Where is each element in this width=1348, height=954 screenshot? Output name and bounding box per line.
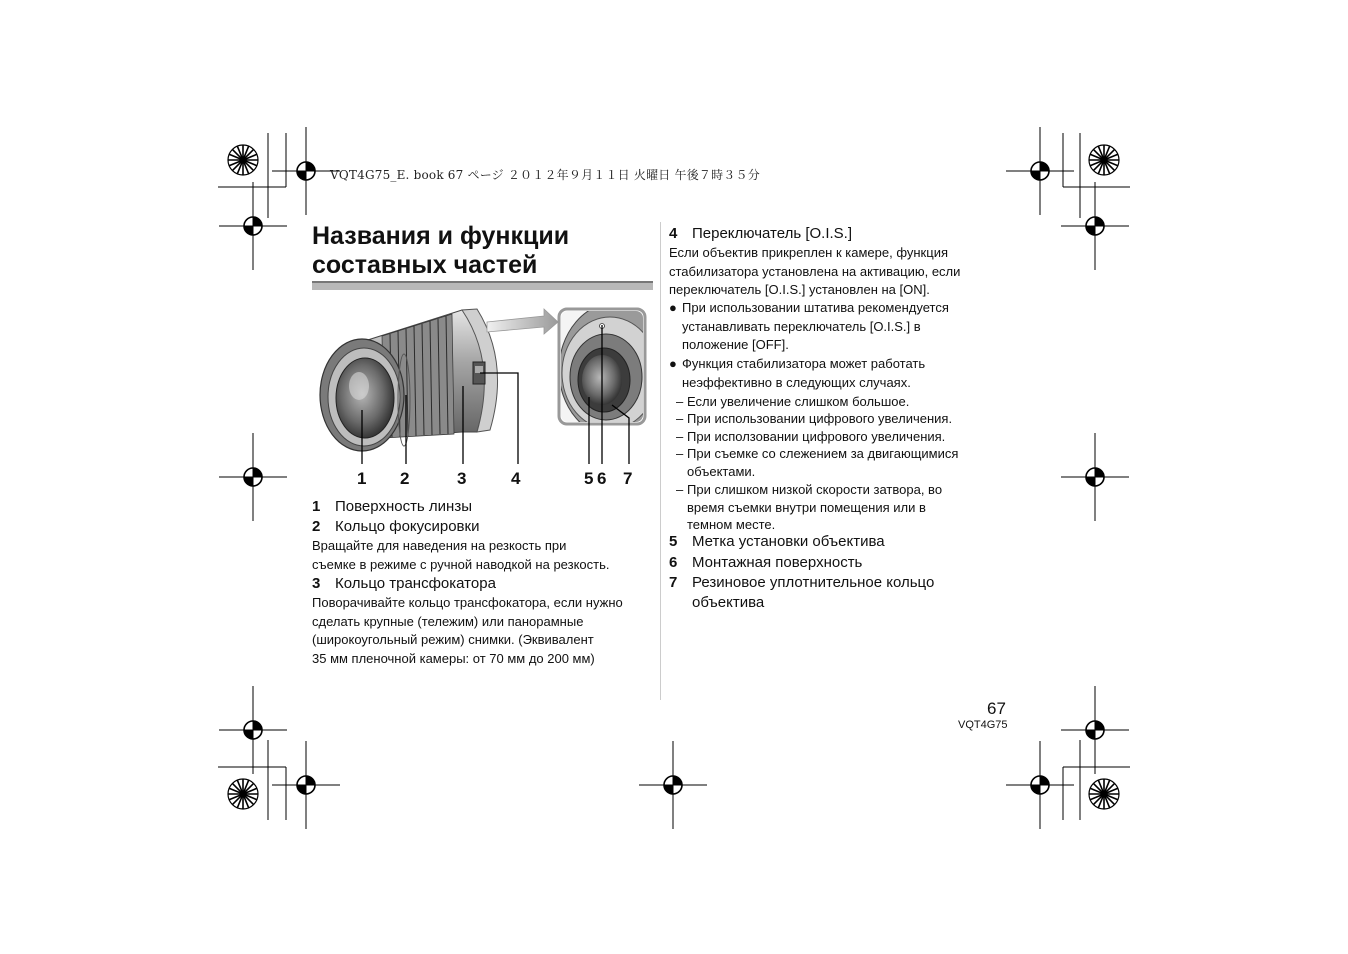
dash-mark: – [676, 411, 684, 426]
description-line: сделать крупные (тележим) или панорамные [312, 613, 584, 629]
callout-1: 1 [357, 469, 367, 488]
column-divider [660, 222, 661, 700]
dash-line: Если увеличение слишком большое. [687, 394, 910, 409]
item-number: 5 [669, 533, 678, 550]
item-focus-ring [312, 517, 479, 537]
item-ois-switch [669, 224, 852, 244]
item-zoom-ring [312, 574, 496, 594]
item-rubber-ring [669, 573, 934, 613]
bullet-line: положение [OFF]. [682, 337, 789, 352]
callout-4: 4 [511, 469, 521, 488]
dash-mark: – [676, 394, 684, 409]
bullet-tripod [669, 299, 949, 355]
title-underline [312, 283, 653, 290]
dash-item-3 [676, 428, 946, 446]
item-number: 6 [669, 554, 678, 571]
bullet-line: неэффективно в следующих случаях. [682, 374, 911, 390]
item-number: 3 [312, 575, 321, 592]
dash-line: При слишком низкой скорости затвора, во [687, 482, 943, 497]
dash-line: темном месте. [687, 517, 776, 532]
page-title [312, 222, 652, 280]
item-mount-surface [669, 553, 862, 573]
lens-illustration [312, 300, 657, 470]
description-line: 35 мм пленочной камеры: от 70 мм до 200 мм) [312, 650, 595, 666]
callout-5: 5 [584, 469, 594, 488]
bullet-line: При использовании штатива рекомендуется [682, 300, 949, 315]
dash-mark: – [676, 429, 684, 444]
dash-item-2 [676, 410, 953, 428]
dash-mark: – [676, 482, 684, 497]
item-number: 2 [312, 518, 321, 535]
description-line: переключатель [O.I.S.] установлен на [ON]. [669, 282, 930, 297]
item-label: Монтажная поверхность [692, 554, 863, 571]
dash-item-1 [676, 393, 910, 411]
zoom-ring-description [312, 594, 623, 668]
dash-line: При съемке со слежением за двигающимися [687, 446, 959, 461]
dash-line: При использовании цифрового увеличения. [687, 411, 953, 426]
item-number: 1 [312, 498, 321, 515]
item-mount-mark [669, 532, 885, 552]
item-label: Кольцо трансфокатора [335, 575, 496, 592]
dash-line: время съемки внутри помещения или в [687, 499, 926, 515]
description-line: Поворачивайте кольцо трансфокатора, если нужно [312, 595, 623, 610]
item-label: Кольцо фокусировки [335, 518, 480, 535]
bullet-stabilizer [669, 355, 926, 392]
dash-line: объектами. [687, 463, 756, 479]
dash-line: При исползовании цифрового увеличения. [687, 429, 946, 444]
item-label: Поверхность линзы [335, 498, 472, 515]
item-label: Переключатель [O.I.S.] [692, 225, 852, 242]
description-line: Если объектив прикреплен к камере, функция [669, 245, 948, 260]
description-line: Вращайте для наведения на резкость при [312, 538, 567, 553]
model-code: VQT4G75 [958, 719, 1008, 731]
item-number: 7 [669, 574, 678, 591]
description-line: (широкоугольный режим) снимки. (Эквивалент [312, 632, 594, 647]
bullet-dot: ● [669, 300, 677, 315]
bullet-dot: ● [669, 356, 677, 371]
callout-2: 2 [400, 469, 410, 488]
item-label-continued: объектива [692, 594, 765, 611]
dash-item-5 [676, 481, 943, 534]
dash-mark: – [676, 446, 684, 461]
callout-3: 3 [457, 469, 467, 488]
item-label: Метка установки объектива [692, 533, 885, 550]
item-number: 4 [669, 225, 678, 242]
item-lens-surface [312, 497, 472, 517]
dash-item-4 [676, 445, 959, 480]
page-title-line1: Названия и функции [312, 222, 570, 250]
book-header-line: VQT4G75_E. book 67 ページ ２０１２年９月１１日 火曜日 午後７時３５分 [330, 168, 760, 182]
ois-description [669, 244, 960, 300]
bullet-line: Функция стабилизатора может работать [682, 356, 926, 371]
description-line: съемке в режиме с ручной наводкой на резкость. [312, 556, 610, 572]
focus-ring-description [312, 537, 609, 574]
page-title-line2: составных частей [312, 251, 538, 279]
bullet-line: устанавливать переключатель [O.I.S.] в [682, 318, 921, 334]
callout-7: 7 [623, 469, 633, 488]
page-number: 67 [987, 699, 1006, 718]
callout-6: 6 [597, 469, 607, 488]
description-line: стабилизатора установлена на активацию, если [669, 263, 961, 279]
item-label: Резиновое уплотнительное кольцо [692, 574, 935, 591]
